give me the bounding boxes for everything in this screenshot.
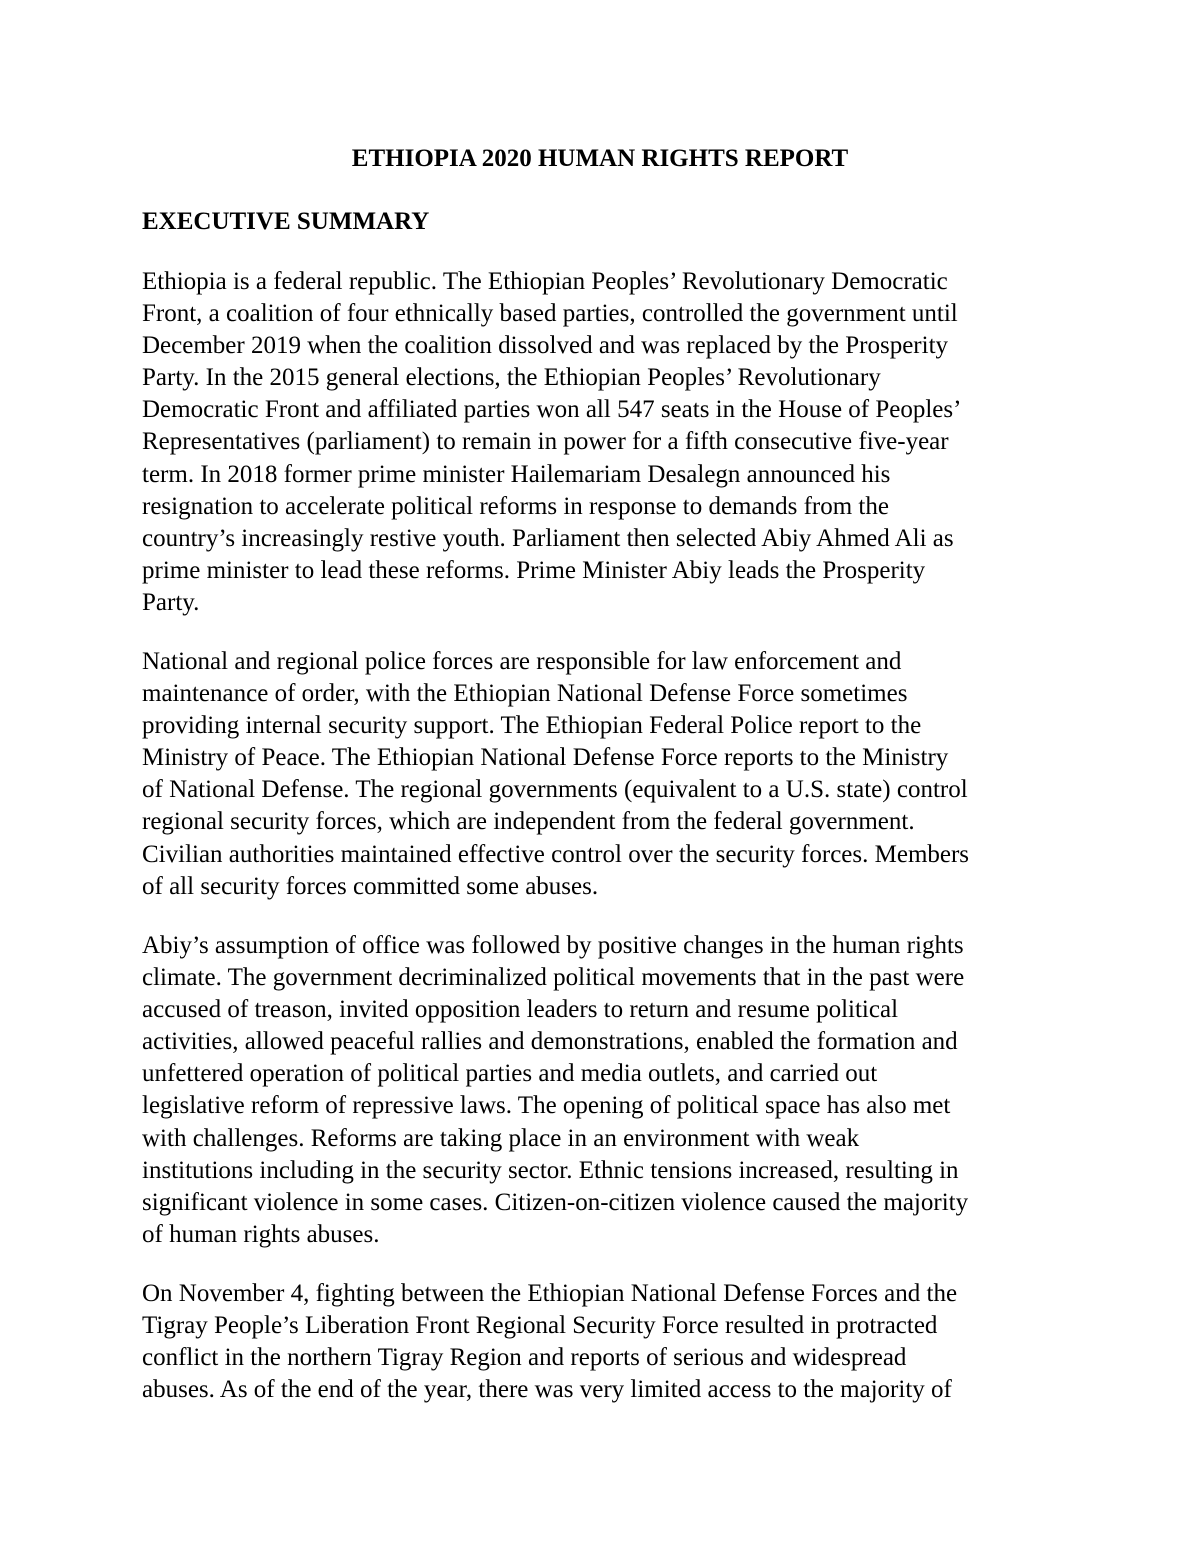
text-line: conflict in the northern Tigray Region and reports of serious and widespread xyxy=(142,1344,907,1372)
text-line: regional security forces, which are independent from the federal government. xyxy=(142,808,915,836)
text-line: with challenges. Reforms are taking place in an environment with weak xyxy=(142,1124,860,1152)
text-line: accused of treason, invited opposition leaders to return and resume political xyxy=(142,996,899,1024)
paragraph-tigray-conflict xyxy=(142,1278,1082,1406)
text-line: legislative reform of repressive laws. The opening of political space has also met xyxy=(142,1092,951,1120)
text-line: of National Defense. The regional governments (equivalent to a U.S. state) control xyxy=(142,776,968,804)
text-line: December 2019 when the coalition dissolved and was replaced by the Prosperity xyxy=(142,332,949,360)
text-line: Party. xyxy=(142,588,200,616)
text-line: significant violence in some cases. Citizen-on-citizen violence caused the majority xyxy=(142,1188,969,1216)
paragraph-government xyxy=(142,266,1082,619)
text-line: term. In 2018 former prime minister Hailemariam Desalegn announced his xyxy=(142,460,891,488)
section-heading: EXECUTIVE SUMMARY xyxy=(142,208,430,235)
text-line: Ethiopia is a federal republic. The Ethiopian Peoples’ Revolutionary Democratic xyxy=(142,268,948,295)
text-line: Democratic Front and affiliated parties won all 547 seats in the House of Peoples’ xyxy=(142,396,962,424)
text-line: institutions including in the security sector. Ethnic tensions increased, resulting in xyxy=(142,1156,959,1184)
text-line: providing internal security support. The Ethiopian Federal Police report to the xyxy=(142,712,922,740)
text-line: country’s increasingly restive youth. Parliament then selected Abiy Ahmed Ali as xyxy=(142,524,954,552)
text-line: Party. In the 2015 general elections, the Ethiopian Peoples’ Revolutionary xyxy=(142,364,881,392)
text-line: Ministry of Peace. The Ethiopian National Defense Force reports to the Ministry xyxy=(142,744,949,772)
text-line: unfettered operation of political parties and media outlets, and carried out xyxy=(142,1060,878,1088)
text-line: On November 4, fighting between the Ethiopian National Defense Forces and the xyxy=(142,1280,958,1307)
text-line: maintenance of order, with the Ethiopian National Defense Force sometimes xyxy=(142,680,908,708)
text-line: Representatives (parliament) to remain in power for a fifth consecutive five-year xyxy=(142,428,949,456)
text-line: abuses. As of the end of the year, there was very limited access to the majority of xyxy=(142,1376,952,1404)
text-line: Tigray People’s Liberation Front Regional Security Force resulted in protracted xyxy=(142,1312,938,1340)
text-line: climate. The government decriminalized political movements that in the past were xyxy=(142,964,965,992)
text-line: prime minister to lead these reforms. Prime Minister Abiy leads the Prosperity xyxy=(142,556,926,584)
text-line: Abiy’s assumption of office was followed by positive changes in the human rights xyxy=(142,932,964,959)
text-line: of all security forces committed some abuses. xyxy=(142,872,599,900)
report-title: ETHIOPIA 2020 HUMAN RIGHTS REPORT xyxy=(351,145,849,172)
text-line: National and regional police forces are responsible for law enforcement and xyxy=(142,648,902,675)
text-line: Civilian authorities maintained effective control over the security forces. Members xyxy=(142,840,970,868)
paragraph-security-forces xyxy=(142,646,1082,903)
paragraph-reforms xyxy=(142,930,1082,1251)
text-line: of human rights abuses. xyxy=(142,1220,380,1248)
text-line: resignation to accelerate political reforms in response to demands from the xyxy=(142,492,889,520)
text-line: Front, a coalition of four ethnically based parties, controlled the government until xyxy=(142,300,958,328)
text-line: activities, allowed peaceful rallies and demonstrations, enabled the formation and xyxy=(142,1028,958,1056)
